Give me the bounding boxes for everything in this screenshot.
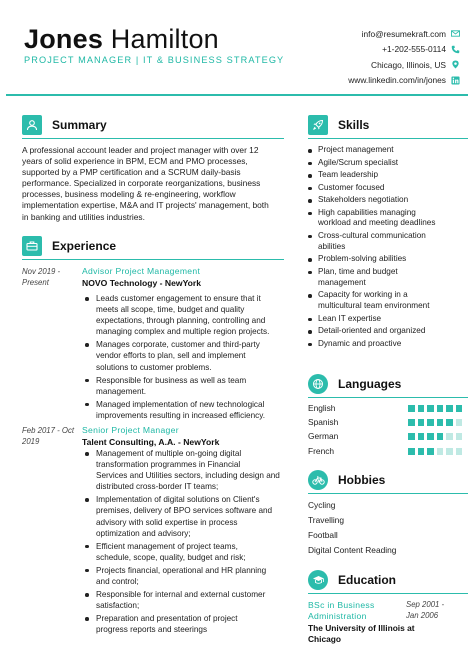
level-square-filled — [427, 405, 434, 412]
skill-line: Agile/Scrum specialist — [318, 157, 399, 167]
hobby-item: Cycling — [308, 500, 336, 510]
level-square-empty — [446, 448, 453, 455]
school-line: The University of Illinois at — [308, 623, 415, 633]
skill-line: Problem-solving abilities — [318, 254, 407, 264]
hobbies-rule — [308, 493, 468, 494]
bullet-line: Manages corporate, customer and third-party — [96, 340, 260, 350]
job-bullet — [82, 494, 282, 538]
language-level — [408, 405, 465, 412]
language-name: Spanish — [308, 417, 339, 427]
experience-title: Experience — [52, 239, 117, 253]
skill-item — [308, 326, 468, 337]
job-bullet — [82, 613, 282, 635]
summary-line: supported by a PMP certification and a SCRUM daily-basis — [22, 167, 241, 178]
contact-email[interactable] — [348, 26, 460, 42]
phone-text[interactable]: +1-202-555-0114 — [382, 44, 446, 55]
skill-line: Capacity for working in a — [318, 290, 408, 300]
resume-header — [0, 0, 474, 96]
job-bullet — [82, 448, 282, 492]
skill-line: Dynamic and proactive — [318, 338, 402, 348]
date-line: Feb 2017 - Oct — [22, 426, 75, 435]
skill-item — [308, 267, 468, 289]
date-line: 2019 — [22, 437, 40, 446]
level-square-empty — [446, 433, 453, 440]
level-square-empty — [456, 433, 463, 440]
briefcase-icon — [22, 236, 42, 256]
bullet-line: Services and Utilities sectors, including design and — [96, 471, 280, 481]
bullet-line: progress reports and steerings — [96, 625, 208, 635]
languages-title: Languages — [338, 377, 402, 391]
bullet-line: Management of multiple on-going digital — [96, 449, 242, 458]
bullet-line: schedule, scope, quality, budget and risk; — [96, 552, 246, 562]
bullet-line: Implementation of digital solutions on Client's — [96, 495, 260, 505]
skill-line: Detail-oriented and organized — [318, 326, 426, 336]
bullet-line: optimization and advisory; — [96, 528, 191, 538]
level-square-filled — [418, 433, 425, 440]
language-row — [308, 446, 468, 458]
level-square-filled — [418, 448, 425, 455]
summary-title: Summary — [52, 118, 107, 132]
bullet-line: transformation programmes in Financial — [96, 460, 241, 470]
school-line: Chicago — [308, 633, 342, 644]
skill-line: multicultural team environment — [318, 301, 430, 311]
experience-rule — [22, 259, 284, 260]
education-dates — [406, 600, 466, 621]
first-name: Jones — [24, 24, 104, 54]
experience-heading — [22, 235, 116, 257]
skill-item — [308, 314, 468, 325]
job-bullet — [82, 293, 282, 337]
location-icon — [451, 60, 460, 69]
date-line: Nov 2019 - — [22, 267, 61, 276]
education-rule — [308, 593, 468, 594]
level-square-filled — [418, 419, 425, 426]
job-bullet — [82, 541, 282, 563]
bullet-line: improvements resulting in increased efficiency. — [96, 410, 265, 420]
bullet-line: Efficient management of project teams, — [96, 541, 238, 551]
job-dates — [22, 266, 78, 288]
skill-line: Project management — [318, 145, 394, 154]
education-title: Education — [338, 573, 397, 587]
skill-item — [308, 195, 468, 206]
skill-item — [308, 254, 468, 265]
degree-line: Administration — [308, 611, 367, 622]
email-text[interactable]: info@resumekraft.com — [361, 28, 446, 39]
education-degree — [308, 600, 408, 623]
skill-line: High capabilities managing — [318, 207, 416, 217]
language-level — [408, 448, 465, 455]
contact-block — [348, 26, 460, 88]
summary-line: performance. Specialized in corporate reorganizations, business — [22, 178, 261, 189]
candidate-name — [24, 24, 219, 55]
linkedin-text[interactable]: www.linkedin.com/in/jones — [348, 75, 446, 86]
bullet-line: meets all scope, time, budget and quality — [96, 305, 245, 315]
level-square-filled — [427, 448, 434, 455]
level-square-empty — [456, 419, 463, 426]
education-school — [308, 623, 468, 644]
level-square-filled — [408, 405, 415, 412]
bullet-line: Responsible for internal and external customer — [96, 590, 266, 600]
skill-line: Customer focused — [318, 182, 385, 192]
job-bullet — [82, 589, 282, 611]
globe-icon — [308, 374, 328, 394]
skill-line: Team leadership — [318, 170, 379, 179]
skills-heading — [308, 114, 369, 136]
job-responsibilities — [82, 448, 282, 638]
phone-icon — [451, 45, 460, 54]
bullet-line: management. — [96, 386, 147, 396]
hobby-item: Digital Content Reading — [308, 545, 397, 555]
language-name: German — [308, 431, 339, 441]
skills-rule — [308, 138, 468, 139]
contact-phone[interactable] — [348, 42, 460, 58]
level-square-filled — [408, 433, 415, 440]
language-row — [308, 431, 468, 443]
skill-item — [308, 145, 468, 156]
job-responsibilities — [82, 293, 282, 423]
summary-paragraph — [22, 145, 280, 223]
skill-line: Stakeholders negotiation — [318, 195, 409, 204]
graduation-cap-icon — [308, 570, 328, 590]
skills-title: Skills — [338, 118, 370, 132]
level-square-filled — [437, 419, 444, 426]
job-bullet — [82, 339, 282, 372]
skill-item — [308, 290, 468, 312]
hobby-item: Football — [308, 530, 338, 540]
languages-heading — [308, 373, 401, 395]
email-icon — [451, 29, 460, 38]
education-heading — [308, 569, 396, 591]
skill-item — [308, 170, 468, 181]
level-square-filled — [408, 419, 415, 426]
bullet-line: vendor efforts to plan, sell and implement — [96, 351, 246, 361]
summary-line: processes, business modeling & re-engineering, workflow — [22, 189, 236, 200]
user-icon — [22, 115, 42, 135]
level-square-empty — [456, 448, 463, 455]
language-name: French — [308, 446, 335, 456]
skill-item — [308, 231, 468, 253]
summary-line: A professional account leader and project manager with over 12 — [22, 145, 259, 155]
bullet-line: premises, delivery of BPO services software and — [96, 506, 273, 516]
degree-line: BSc in Business — [308, 600, 375, 610]
date-line: Present — [22, 278, 49, 287]
bullet-line: solutions to customer problems. — [96, 362, 212, 372]
level-square-filled — [437, 433, 444, 440]
skill-line: Cross-cultural communication — [318, 230, 426, 240]
language-row — [308, 403, 468, 415]
job-title: Senior Project Manager — [82, 425, 179, 435]
job-company: NOVO Technology - NewYork — [82, 278, 202, 288]
last-name: Hamilton — [110, 24, 219, 54]
skill-item — [308, 208, 468, 230]
level-square-filled — [418, 405, 425, 412]
hobbies-title: Hobbies — [338, 473, 386, 487]
hobbies-heading — [308, 469, 385, 491]
skill-line: Plan, time and budget — [318, 266, 398, 276]
level-square-filled — [446, 405, 453, 412]
language-name: English — [308, 403, 336, 413]
skill-item — [308, 183, 468, 194]
skill-line: abilities — [318, 241, 346, 251]
bullet-line: Leads customer engagement to ensure that it — [96, 294, 261, 303]
summary-heading — [22, 114, 107, 136]
bullet-line: and control; — [96, 577, 139, 587]
bullet-line: Preparation and presentation of project — [96, 614, 238, 624]
job-dates — [22, 425, 78, 447]
rocket-icon — [308, 115, 328, 135]
summary-line: in banking and utilities industries. — [22, 211, 145, 222]
level-square-filled — [427, 433, 434, 440]
job-title: Advisor Project Management — [82, 266, 201, 276]
bicycle-icon — [308, 470, 328, 490]
level-square-filled — [427, 419, 434, 426]
contact-linkedin[interactable] — [348, 73, 460, 89]
job-company: Talent Consulting, A.A. - NewYork — [82, 437, 220, 447]
date-line: Jan 2006 — [406, 610, 439, 620]
level-square-filled — [408, 448, 415, 455]
header-divider — [6, 94, 468, 96]
hobby-item: Travelling — [308, 515, 344, 525]
contact-location — [348, 57, 460, 73]
linkedin-icon — [451, 76, 460, 85]
language-level — [408, 419, 465, 426]
bullet-line: satisfaction; — [96, 601, 140, 611]
bullet-line: Projects financial, operational and HR planning — [96, 565, 267, 575]
level-square-empty — [437, 448, 444, 455]
skill-item — [308, 158, 468, 169]
bullet-line: managing complex and multiple region projects. — [96, 327, 270, 337]
skill-line: workload and meeting deadlines — [318, 218, 436, 228]
level-square-filled — [456, 405, 463, 412]
summary-line: years of solid experience in BPM, ECM and PMO processes, — [22, 156, 248, 167]
skill-item — [308, 339, 468, 350]
language-row — [308, 417, 468, 429]
bullet-line: expectations, through planning, controlling and — [96, 316, 266, 326]
job-subtitle: PROJECT MANAGER | IT & BUSINESS STRATEGY — [24, 55, 285, 65]
level-square-filled — [437, 405, 444, 412]
skill-line: Lean IT expertise — [318, 313, 382, 323]
job-bullet — [82, 565, 282, 587]
job-bullet — [82, 399, 282, 421]
skills-list — [308, 145, 468, 351]
date-line: Sep 2001 - — [406, 600, 445, 609]
languages-rule — [308, 397, 468, 398]
bullet-line: advisory with solid expertise in process — [96, 517, 238, 527]
skill-line: management — [318, 277, 366, 287]
bullet-line: Responsible for business as well as team — [96, 375, 247, 385]
bullet-line: Managed implementation of new technological — [96, 399, 265, 409]
level-square-filled — [446, 419, 453, 426]
summary-line: implementation expertise, M&A and IT projects' management, both — [22, 200, 269, 211]
language-level — [408, 433, 465, 440]
location-text: Chicago, Illinois, US — [371, 59, 446, 70]
summary-rule — [22, 138, 284, 139]
job-bullet — [82, 375, 282, 397]
bullet-line: distributed cross-border IT teams; — [96, 482, 219, 492]
